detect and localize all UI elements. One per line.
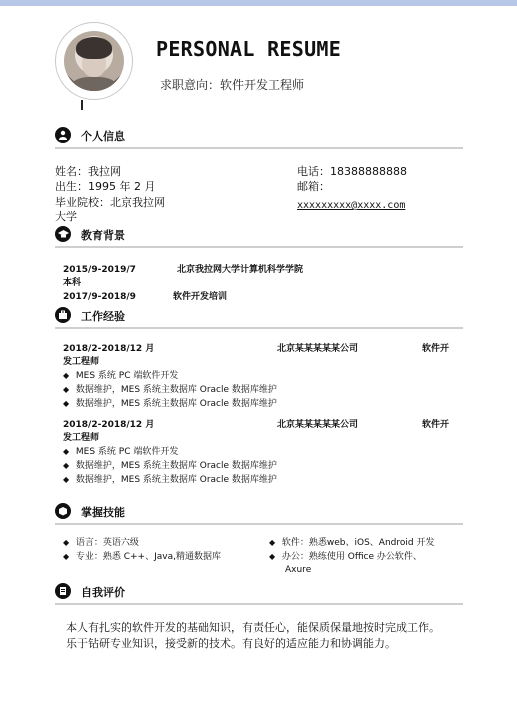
section-title: 工作经验	[81, 310, 125, 323]
list-item: ◆ 专业：熟悉 C++、Java,精通数据库	[63, 549, 221, 565]
job-company: 北京某某某某某公司	[277, 344, 359, 354]
list-item: ◆ 数据维护，MES 系统主数据库 Oracle 数据库维护	[63, 472, 277, 488]
edu-date: 2017/9-2018/9	[63, 292, 136, 302]
section-title: 教育背景	[81, 229, 125, 242]
decorative-tick	[81, 100, 83, 110]
diamond-bullet-icon: ◆	[63, 538, 70, 547]
school-field: 毕业院校：北京我拉网	[55, 196, 165, 209]
cube-icon	[55, 503, 71, 519]
job-company: 北京某某某某某公司	[277, 420, 359, 430]
diamond-bullet-icon: ◆	[63, 399, 70, 408]
name-field: 姓名：我拉网	[55, 165, 121, 178]
list-item: ◆ 软件：熟悉web、iOS、Android 开发	[269, 535, 434, 551]
edu-org: 北京我拉网大学计算机科学学院	[177, 265, 304, 275]
section-divider	[55, 327, 463, 329]
list-item: ◆ 办公：熟练使用 Office 办公软件、	[269, 549, 422, 565]
profile-photo-frame	[55, 22, 133, 100]
list-item: ◆ 数据维护，MES 系统主数据库 Oracle 数据库维护	[63, 382, 277, 398]
phone-field: 电话：18388888888	[297, 165, 407, 178]
section-divider	[55, 246, 463, 248]
job-role: 软件开	[422, 420, 450, 430]
section-divider	[55, 603, 463, 605]
diamond-bullet-icon: ◆	[63, 447, 70, 456]
job-role-cont: 发工程师	[63, 357, 100, 367]
section-title: 自我评价	[81, 586, 125, 599]
self-eval-line: 乐于钻研专业知识，接受新的技术。有良好的适应能力和协调能力。	[66, 637, 396, 650]
email-link[interactable]: xxxxxxxxx@xxxx.com	[297, 200, 406, 211]
edu-date: 2015/9-2019/7	[63, 265, 136, 275]
section-title: 个人信息	[81, 130, 125, 143]
job-intent: 求职意向：软件开发工程师	[160, 78, 305, 92]
diamond-bullet-icon: ◆	[63, 461, 70, 470]
top-accent-bar	[0, 0, 517, 6]
list-item: ◆ 语言：英语六级	[63, 535, 139, 551]
resume-title: PERSONAL RESUME	[156, 37, 342, 61]
person-icon	[55, 127, 71, 143]
list-item: ◆ MES 系统 PC 端软件开发	[63, 368, 178, 384]
diamond-bullet-icon: ◆	[269, 552, 276, 561]
diamond-bullet-icon: ◆	[63, 552, 70, 561]
job-role: 软件开	[422, 344, 450, 354]
job-role-cont: 发工程师	[63, 433, 100, 443]
document-icon	[55, 583, 71, 599]
graduation-cap-icon	[55, 226, 71, 242]
list-item-cont: Axure	[285, 565, 312, 575]
job-date: 2018/2-2018/12 月	[63, 344, 155, 354]
diamond-bullet-icon: ◆	[63, 371, 70, 380]
briefcase-icon	[55, 307, 71, 323]
section-divider	[55, 523, 463, 525]
birth-field: 出生：1995 年 2 月	[55, 180, 156, 193]
email-label: 邮箱：	[297, 180, 330, 193]
edu-degree: 本科	[63, 278, 82, 288]
diamond-bullet-icon: ◆	[63, 385, 70, 394]
list-item: ◆ MES 系统 PC 端软件开发	[63, 444, 178, 460]
list-item: ◆ 数据维护，MES 系统主数据库 Oracle 数据库维护	[63, 458, 277, 474]
diamond-bullet-icon: ◆	[63, 475, 70, 484]
diamond-bullet-icon: ◆	[269, 538, 276, 547]
edu-org: 软件开发培训	[173, 292, 228, 302]
avatar	[64, 31, 124, 91]
section-divider	[55, 147, 463, 149]
list-item: ◆ 数据维护，MES 系统主数据库 Oracle 数据库维护	[63, 396, 277, 412]
self-eval-line: 本人有扎实的软件开发的基础知识，有责任心，能保质保量地按时完成工作。	[66, 621, 440, 634]
section-title: 掌握技能	[81, 506, 125, 519]
school-field-cont: 大学	[55, 210, 77, 223]
job-date: 2018/2-2018/12 月	[63, 420, 155, 430]
